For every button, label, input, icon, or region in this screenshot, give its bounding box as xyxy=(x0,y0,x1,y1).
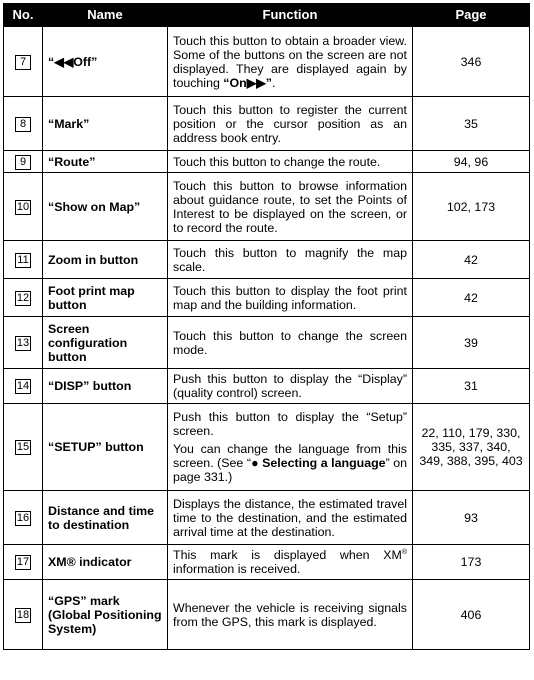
row-number: 9 xyxy=(15,155,31,170)
row-page: 42 xyxy=(413,279,530,317)
header-function: Function xyxy=(168,4,413,27)
row-page: 102, 173 xyxy=(413,173,530,241)
row-page: 173 xyxy=(413,545,530,580)
row-name: “Show on Map” xyxy=(43,173,168,241)
row-number: 17 xyxy=(16,556,30,568)
header-name: Name xyxy=(43,4,168,27)
row-function: Push this button to display the “Setup” screen. You can change the language from this screen. (See “● Selecting a language” on page 331.) xyxy=(168,404,413,491)
row-name: Zoom in button xyxy=(43,241,168,279)
row-number: 10 xyxy=(16,200,30,213)
row-number: 8 xyxy=(15,117,31,132)
row-function: Push this button to display the “Display” (quality control) screen. xyxy=(168,369,413,404)
row-function: Whenever the vehicle is receiving signals from the GPS, this mark is displayed. xyxy=(168,580,413,650)
row-function: Touch this button to change the screen mode. xyxy=(168,317,413,369)
row-page: 39 xyxy=(413,317,530,369)
row-function: Touch this button to obtain a broader view. Some of the buttons on the screen are not displayed. They are displayed again by touching “On▶▶”. xyxy=(168,27,413,97)
row-number: 18 xyxy=(16,608,30,621)
table-row xyxy=(4,27,530,97)
table-row xyxy=(4,279,530,317)
row-number: 14 xyxy=(16,380,30,392)
header-row xyxy=(4,4,530,27)
row-function: Touch this button to browse information about guidance route, to set the Points of Interest to be displayed on the screen, or to record the route. xyxy=(168,173,413,241)
table-row xyxy=(4,317,530,369)
row-number: 11 xyxy=(15,253,31,268)
table-row xyxy=(4,369,530,404)
row-name: XM® indicator xyxy=(43,545,168,580)
row-function: This mark is displayed when XM® information is received. xyxy=(168,545,413,580)
row-number: 7 xyxy=(15,55,31,70)
row-name: “GPS” mark (Global Positioning System) xyxy=(43,580,168,650)
row-page: 94, 96 xyxy=(413,151,530,173)
table-row xyxy=(4,151,530,173)
row-page: 31 xyxy=(413,369,530,404)
row-number: 15 xyxy=(16,441,30,453)
table-row xyxy=(4,491,530,545)
row-name: “DISP” button xyxy=(43,369,168,404)
row-page: 22, 110, 179, 330, 335, 337, 340, 349, 388, 395, 403 xyxy=(413,404,530,491)
row-number: 12 xyxy=(16,291,30,304)
row-number: 13 xyxy=(16,336,30,349)
header-page: Page xyxy=(413,4,530,27)
row-name: Foot print map button xyxy=(43,279,168,317)
row-page: 93 xyxy=(413,491,530,545)
row-function: Touch this button to change the route. xyxy=(168,151,413,173)
row-page: 35 xyxy=(413,97,530,151)
row-page: 346 xyxy=(413,27,530,97)
row-name: “Route” xyxy=(43,151,168,173)
table-row xyxy=(4,241,530,279)
table-row xyxy=(4,404,530,491)
table-row xyxy=(4,97,530,151)
row-name: Distance and time to destination xyxy=(43,491,168,545)
row-function: Touch this button to magnify the map scale. xyxy=(168,241,413,279)
row-name: “◀◀Off” xyxy=(43,27,168,97)
row-name: “Mark” xyxy=(43,97,168,151)
row-function: Displays the distance, the estimated travel time to the destination, and the estimated arrival time at the destination. xyxy=(168,491,413,545)
table-row xyxy=(4,173,530,241)
row-number: 16 xyxy=(16,511,30,524)
row-function: Touch this button to display the foot print map and the building information. xyxy=(168,279,413,317)
row-name: “SETUP” button xyxy=(43,404,168,491)
header-no: No. xyxy=(4,4,43,27)
row-page: 406 xyxy=(413,580,530,650)
table-row xyxy=(4,545,530,580)
row-function: Touch this button to register the current position or the cursor position as an address book entry. xyxy=(168,97,413,151)
row-page: 42 xyxy=(413,241,530,279)
table-row xyxy=(4,580,530,650)
reference-table xyxy=(3,3,530,650)
row-name: Screen configuration button xyxy=(43,317,168,369)
